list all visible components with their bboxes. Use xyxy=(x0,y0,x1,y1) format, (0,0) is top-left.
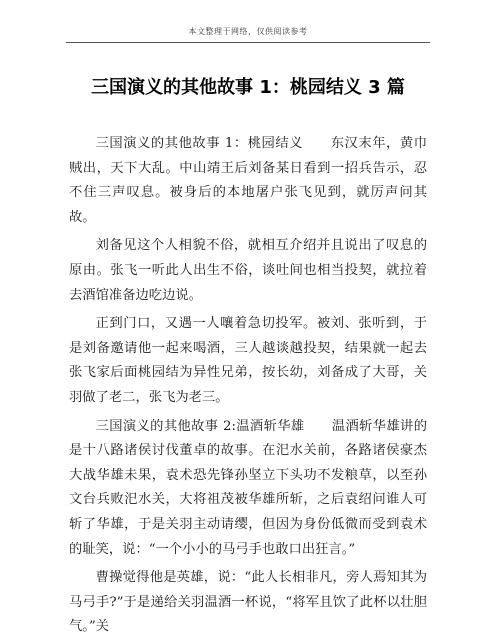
paragraph: 刘备见这个人相貌不俗，就相互介绍并且说出了叹息的原由。张飞一听此人出生不俗，谈吐间也相当投契，就拉着去酒馆准备边吃边说。 xyxy=(69,238,427,303)
paragraph: 三国演义的其他故事 2:温酒斩华雄 温酒斩华雄讲的是十八路诸侯讨伐董卓的故事。在汜水关前，各路诸侯豪杰大战华雄未果，袁术恐先锋孙坚立下头功不发粮草，以至孙文台兵败汜水关，大将祖茂被华雄所斩，之后袁绍问谁人可斩了华雄，于是关羽主动请缨，但因为身份低微而受到袁术的耻笑，说：“一个小小的马弓手也敢口出狂言。” xyxy=(69,418,427,557)
document-header-notice: 本文整理于网络，仅供阅读参考 xyxy=(188,27,308,36)
document-body xyxy=(69,132,427,644)
header-divider xyxy=(66,42,430,43)
paragraph: 三国演义的其他故事 1：桃园结义 东汉末年，黄巾贼出，天下大乱。中山靖王后刘备某日看到一招兵告示，忍不住三声叹息。被身后的本地屠户张飞见到，就厉声问其故。 xyxy=(69,136,427,225)
document-title: 三国演义的其他故事 1：桃园结义 3 篇 xyxy=(91,77,405,98)
paragraph: 正到门口，又遇一人嚷着急切投军。被刘、张听到，于是刘备邀请他一起来喝酒，三人越谈越投契，结果就一起去张飞家后面桃园结为异性兄弟，按长幼，刘备成了大哥，关羽做了老二，张飞为老三。 xyxy=(69,316,427,405)
paragraph: 曹操觉得他是英雄，说：“此人长相非凡，旁人焉知其为马弓手?”于是递给关羽温酒一杯说，“将军且饮了此杯以壮胆气。”关 xyxy=(69,570,427,635)
